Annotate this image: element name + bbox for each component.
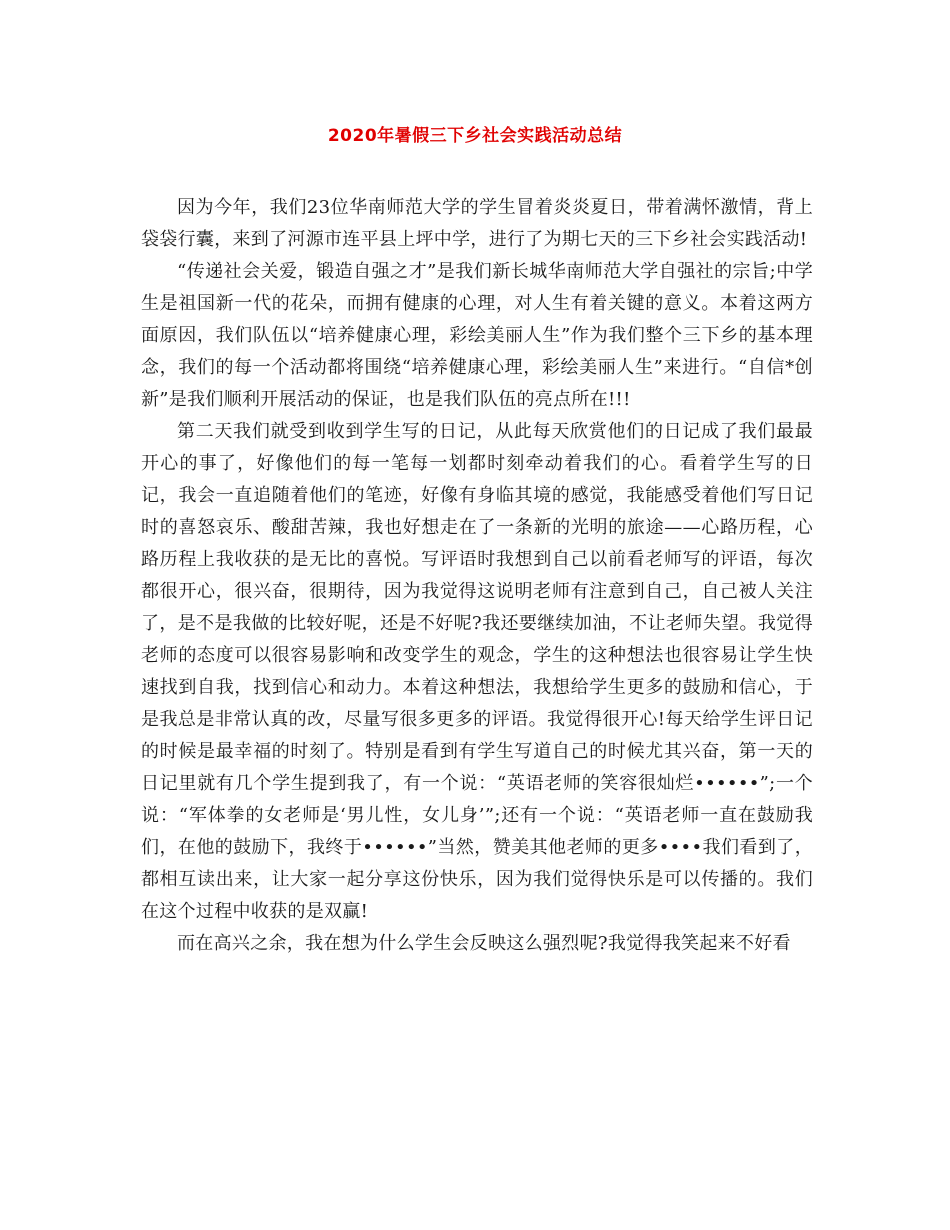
paragraph-2: “传递社会关爱，锻造自强之才”是我们新长城华南师范大学自强社的宗旨;中学生是祖国新一代的花朵，而拥有健康的心理，对人生有着关键的意义。本着这两方面原因，我们队伍以“培养健康心理，彩绘美丽人生”作为我们整个三下乡的基本理念，我们的每一个活动都将围绕“培养健康心理，彩绘美丽人生”来进行。“自信*创新”是我们顺利开展活动的保证，也是我们队伍的亮点所在!!! bbox=[141, 261, 813, 410]
paragraph-3: 第二天我们就受到收到学生写的日记，从此每天欣赏他们的日记成了我们最最开心的事了，好像他们的每一笔每一划都时刻牵动着我们的心。看着学生写的日记，我会一直追随着他们的笔迹，好像有身临其境的感觉，我能感受着他们写日记时的喜怒哀乐、酸甜苦辣，我也好想走在了一条新的光明的旅途——心路历程，心路历程上我收获的是无比的喜悦。写评语时我想到自己以前看老师写的评语，每次都很开心，很兴奋，很期待，因为我觉得这说明老师有注意到自己，自己被人关注了，是不是我做的比较好呢，还是不好呢?我还要继续加油，不让老师失望。我觉得老师的态度可以很容易影响和改变学生的观念，学生的这种想法也很容易让学生快速找到自我，找到信心和动力。本着这种想法，我想给学生更多的鼓励和信心，于是我总是非常认真的改，尽量写很多更多的评语。我觉得很开心!每天给学生评日记的时候是最幸福的时刻了。特别是看到有学生写道自己的时候尤其兴奋，第一天的日记里就有几个学生提到我了，有一个说：“英语老师的笑容很灿烂••••••”;一个说：“军体拳的女老师是‘男儿性，女儿身’”;还有一个说：“英语老师一直在鼓励我们，在他的鼓励下，我终于••••••”当然，赞美其他老师的更多••••我们看到了，都相互读出来，让大家一起分享这份快乐，因为我们觉得快乐是可以传播的。我们在这个过程中收获的是双赢! bbox=[141, 421, 813, 922]
document-title: 2020年暑假三下乡社会实践活动总结 bbox=[327, 126, 623, 146]
paragraph-4: 而在高兴之余，我在想为什么学生会反映这么强烈呢?我觉得我笑起来不好看 bbox=[177, 933, 791, 954]
paragraph-1: 因为今年，我们23位华南师范大学的学生冒着炎炎夏日，带着满怀激情，背上袋袋行囊，来到了河源市连平县上坪中学，进行了为期七天的三下乡社会实践活动! bbox=[141, 197, 813, 250]
document-body bbox=[141, 192, 813, 960]
